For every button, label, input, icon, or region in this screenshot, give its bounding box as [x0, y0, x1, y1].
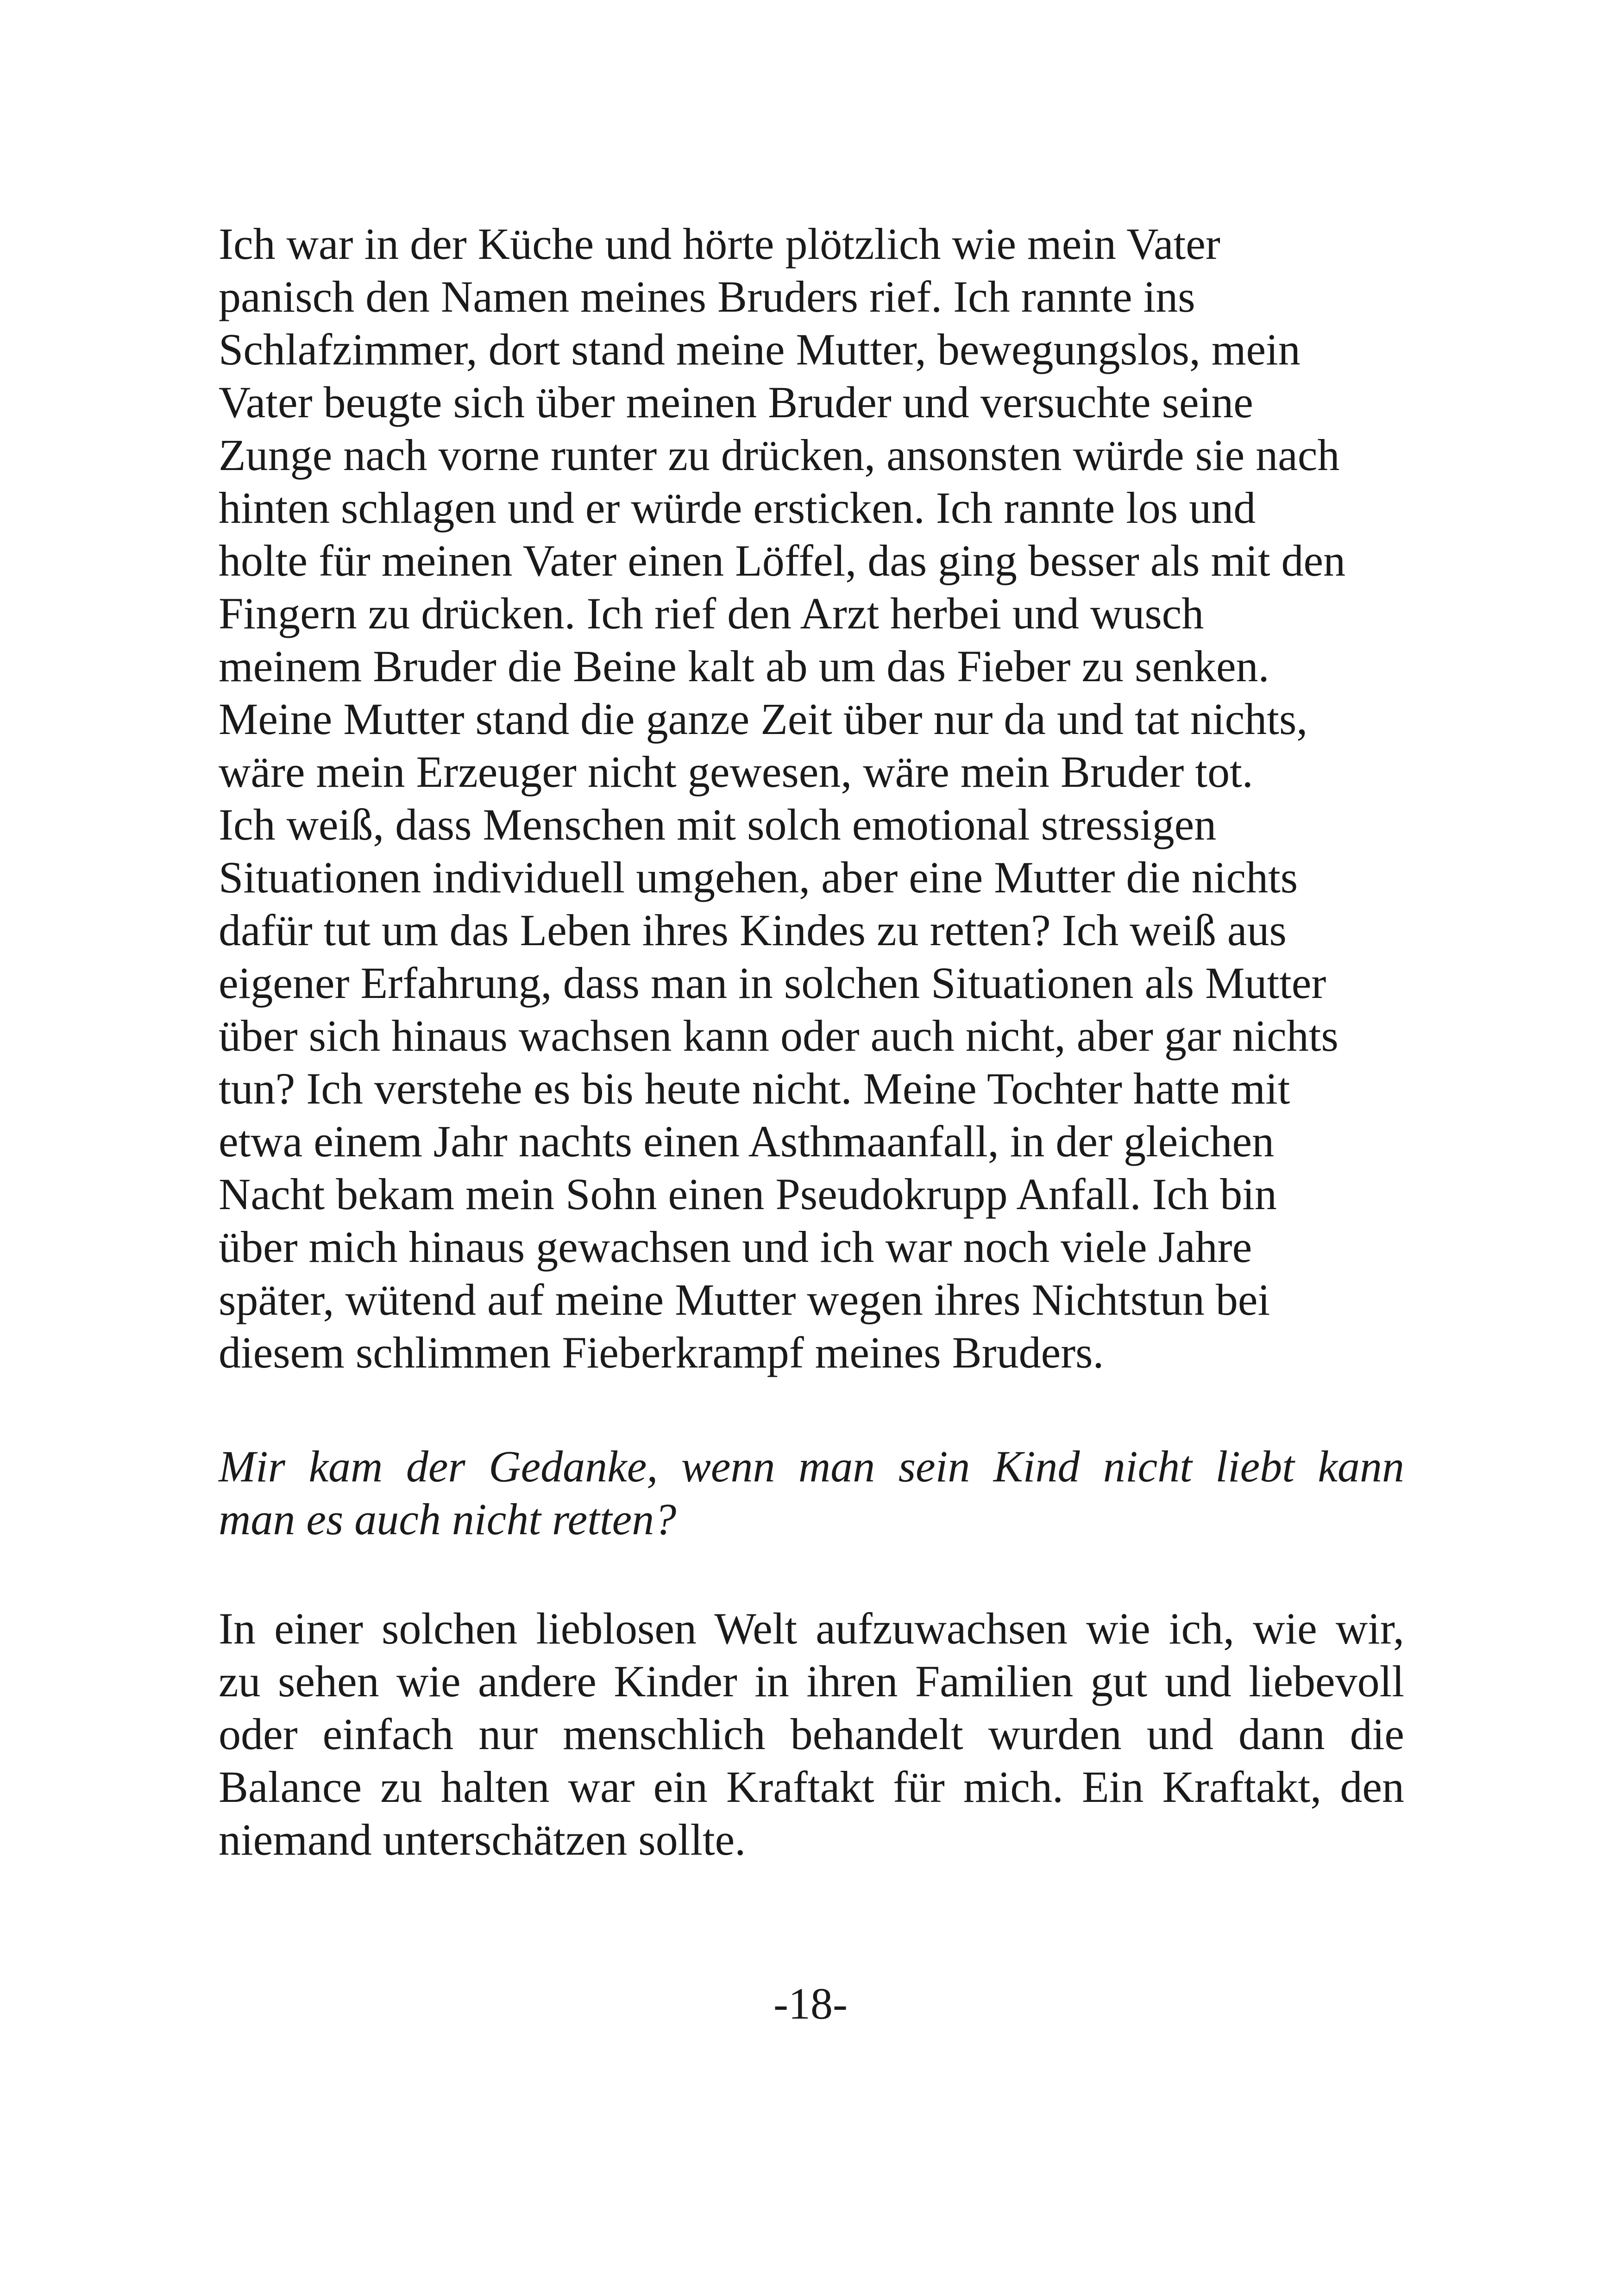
text-line: zu sehen wie andere Kinder in ihren Familien gut und liebevoll [219, 1656, 1404, 1706]
text-line: Balance zu halten war ein Kraftakt für mich. Ein Kraftakt, den [219, 1762, 1404, 1812]
text-line: Vater beugte sich über meinen Bruder und versuchte seine [219, 377, 1253, 427]
text-line: tun? Ich verstehe es bis heute nicht. Meine Tochter hatte mit [219, 1064, 1290, 1113]
text-line: meinem Bruder die Beine kalt ab um das Fieber zu senken. [219, 641, 1269, 691]
text-line: In einer solchen lieblosen Welt aufzuwachsen wie ich, wie wir, [219, 1604, 1404, 1653]
text-line: Ich war in der Küche und hörte plötzlich wie mein Vater [219, 219, 1220, 269]
text-line: Nacht bekam mein Sohn einen Pseudokrupp Anfall. Ich bin [219, 1169, 1277, 1219]
italic-text-line: man es auch nicht retten? [219, 1494, 677, 1544]
text-line: Schlafzimmer, dort stand meine Mutter, bewegungslos, mein [219, 325, 1301, 374]
text-line: hinten schlagen und er würde ersticken. Ich rannte los und [219, 483, 1256, 533]
text-line: niemand unterschätzen sollte. [219, 1815, 746, 1864]
text-line: holte für meinen Vater einen Löffel, das ging besser als mit den [219, 536, 1346, 585]
text-line: etwa einem Jahr nachts einen Asthmaanfall, in der gleichen [219, 1117, 1275, 1166]
text-line: Ich weiß, dass Menschen mit solch emotional stressigen [219, 800, 1217, 849]
text-line: Meine Mutter stand die ganze Zeit über nur da und tat nichts, [219, 694, 1308, 744]
text-line: später, wütend auf meine Mutter wegen ihres Nichtstun bei [219, 1275, 1270, 1324]
text-line: über mich hinaus gewachsen und ich war noch viele Jahre [219, 1222, 1252, 1272]
text-line: Situationen individuell umgehen, aber eine Mutter die nichts [219, 853, 1298, 902]
text-line: diesem schlimmen Fieberkrampf meines Bruders. [219, 1328, 1104, 1377]
text-line: panisch den Namen meines Bruders rief. Ich rannte ins [219, 272, 1195, 321]
text-line: dafür tut um das Leben ihres Kindes zu retten? Ich weiß aus [219, 905, 1287, 955]
text-line: wäre mein Erzeuger nicht gewesen, wäre mein Bruder tot. [219, 747, 1253, 797]
page-number: -18- [773, 1979, 848, 2028]
text-line: Fingern zu drücken. Ich rief den Arzt herbei und wusch [219, 589, 1204, 638]
text-line: oder einfach nur menschlich behandelt wurden und dann die [219, 1709, 1404, 1759]
text-line: Zunge nach vorne runter zu drücken, ansonsten würde sie nach [219, 430, 1340, 480]
italic-text-line: Mir kam der Gedanke, wenn man sein Kind nicht liebt kann [219, 1442, 1404, 1491]
text-line: eigener Erfahrung, dass man in solchen Situationen als Mutter [219, 958, 1326, 1008]
text-line: über sich hinaus wachsen kann oder auch nicht, aber gar nichts [219, 1011, 1338, 1060]
